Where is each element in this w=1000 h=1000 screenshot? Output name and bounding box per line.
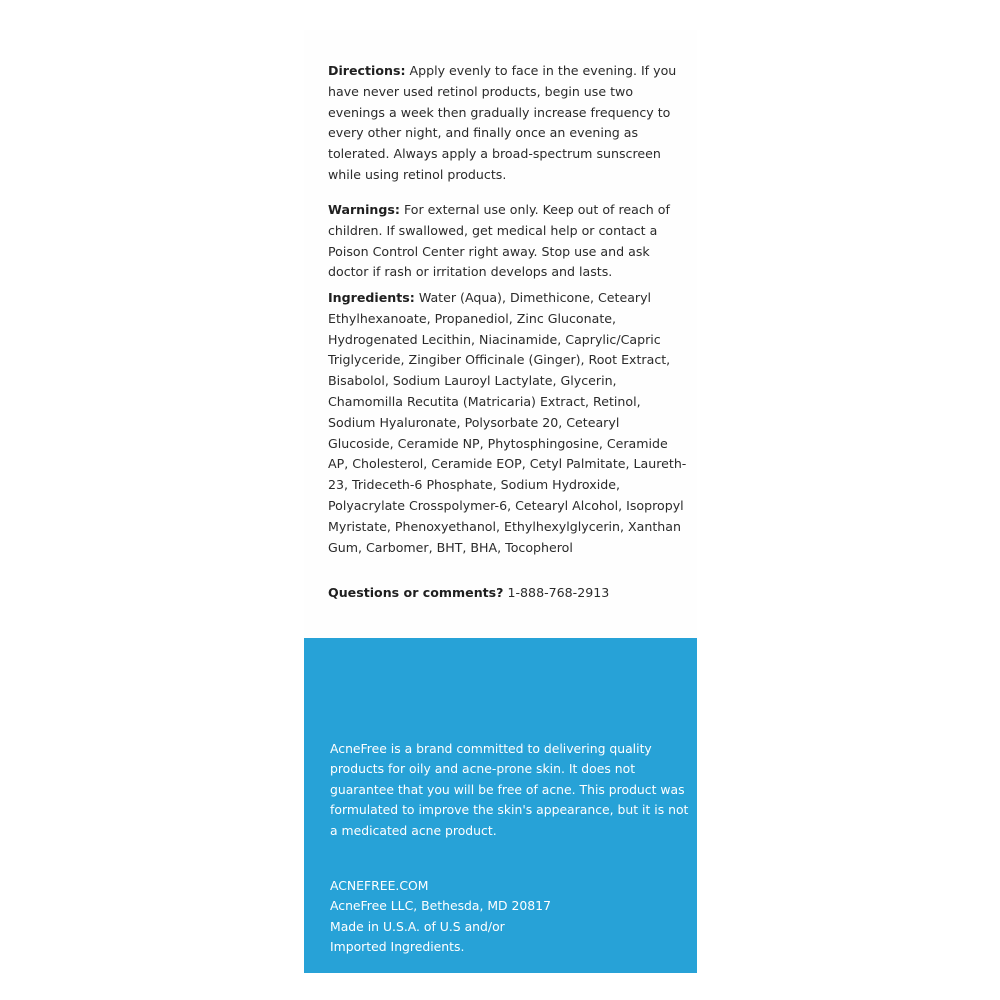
company-info xyxy=(330,876,692,958)
brand-disclaimer: AcneFree is a brand committed to delivering quality products for oily and acne-prone skin. It does not guarantee that you will be free of acne. This product was formulated to improve the skin's appearance, but it is not a medicated acne product. xyxy=(330,741,689,838)
ingredients-section xyxy=(328,288,688,558)
questions-label: Questions or comments? xyxy=(328,585,504,600)
directions-text: Apply evenly to face in the evening. If you have never used retinol products, begin use two evenings a week then gradually increase frequency to every other night, and finally once an evening as tolerated. Always apply a broad-spectrum sunscreen while using retinol products. xyxy=(328,63,677,182)
label-text-panel xyxy=(304,30,697,638)
directions-label: Directions: xyxy=(328,63,406,78)
warnings-label: Warnings: xyxy=(328,202,400,217)
made-in-line-1: Made in U.S.A. of U.S and/or xyxy=(330,918,505,934)
website-text: ACNEFREE.COM xyxy=(330,878,429,893)
brand-info-panel xyxy=(304,638,697,973)
warnings-section xyxy=(328,200,688,283)
product-box-back-panel xyxy=(304,30,697,973)
made-in-line-2: Imported Ingredients. xyxy=(330,939,465,955)
directions-section xyxy=(328,61,688,186)
phone-number: 1-888-768-2913 xyxy=(503,585,610,600)
ingredients-label: Ingredients: xyxy=(328,290,415,305)
company-address: AcneFree LLC, Bethesda, MD 20817 xyxy=(330,898,551,914)
ingredients-text: Water (Aqua), Dimethicone, Cetearyl Ethylhexanoate, Propanediol, Zinc Gluconate, Hydrogenated Lecithin, Niacinamide, Caprylic/Capric Triglyceride, Zingiber Officinale (Ginger), Root Extract, Bisabolol, Sodium Lauroyl Lactylate, Glycerin, Chamomilla Recutita (Matricaria) Extract, Retinol, Sodium Hyaluronate, Polysorbate 20, Cetearyl Glucoside, Ceramide NP, Phytosphingosine, Ceramide AP, Cholesterol, Ceramide EOP, Cetyl Palmitate, Laureth-23, Trideceth-6 Phosphate, Sodium Hydroxide, Polyacrylate Crosspolymer-6, Cetearyl Alcohol, Isopropyl Myristate, Phenoxyethanol, Ethylhexylglycerin, Xanthan Gum, Carbomer, BHT, BHA, Tocopherol xyxy=(328,290,687,555)
questions-section xyxy=(328,583,688,604)
warnings-text: For external use only. Keep out of reach of children. If swallowed, get medical help or contact a Poison Control Center right away. Stop use and ask doctor if rash or irritation develops and lasts. xyxy=(328,202,670,280)
